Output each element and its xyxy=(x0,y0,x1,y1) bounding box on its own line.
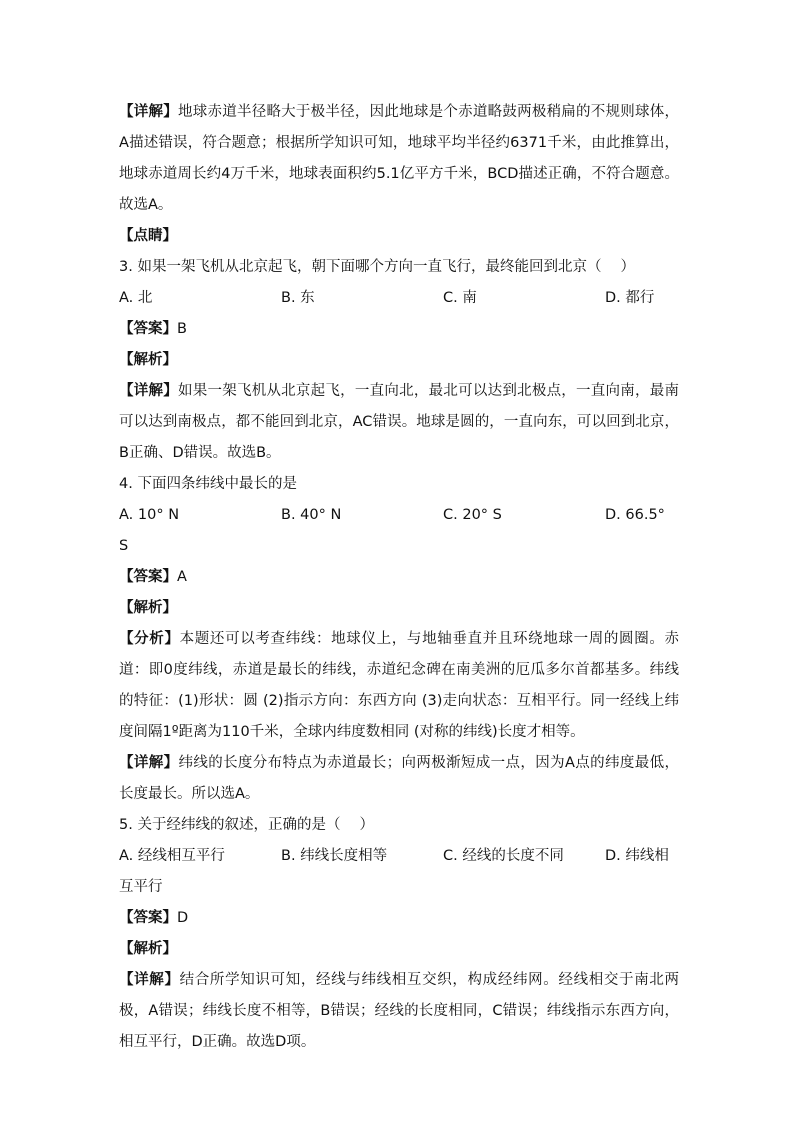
q3-detail-paragraph: 【详解】如果一架飞机从北京起飞，一直向北，最北可以达到北极点，一直向南，最南可以达到南极点，都不能回到北京，AC错误。地球是圆的，一直向东，可以回到北京，B正确、D错误。故选B。 xyxy=(119,383,680,461)
q5-option-b: B. 纬线长度相等 xyxy=(281,848,388,864)
q5-answer: 【答案】D xyxy=(119,910,189,926)
q4-option-wrap: S xyxy=(119,538,129,554)
q4-detail-paragraph: 【详解】纬线的长度分布特点为赤道最长；向两极渐短成一点，因为A点的纬度最低，长度最长。所以选A。 xyxy=(119,755,679,802)
q5-option-wrap: 互平行 xyxy=(119,879,163,895)
q5-option-d: D. 纬线相 xyxy=(605,848,669,864)
q3-option-b: B. 东 xyxy=(281,290,315,306)
q5-analysis-heading: 【解析】 xyxy=(119,941,177,957)
q4-option-b: B. 40° N xyxy=(281,507,342,523)
detail-paragraph-q2 xyxy=(119,97,679,221)
q5-option-c: C. 经线的长度不同 xyxy=(443,848,564,864)
detail-tag: 【详解】 xyxy=(119,104,178,120)
question-4-stem: 4. 下面四条纬线中最长的是 xyxy=(119,476,297,492)
q4-fenxi-paragraph: 【分析】本题还可以考查纬线：地球仪上，与地轴垂直并且环绕地球一周的圆圈。赤道：即0度纬线，赤道是最长的纬线，赤道纪念碑在南美洲的厄瓜多尔首都基多。纬线的特征：(1)形状：圆 (2)指示方向：东西方向 (3)走向状态：互相平行。同一经线上纬度间隔1º距离为110千米，全球内纬度数相同 (对称的纬线)长度才相等。 xyxy=(119,631,680,740)
q4-option-d: D. 66.5° xyxy=(605,507,665,523)
q5-detail-paragraph: 【详解】结合所学知识可知，经线与纬线相互交织，构成经纬网。经线相交于南北两极，A错误；纬线长度不相等，B错误；经线的长度相同，C错误；纬线指示东西方向，相互平行，D正确。故选D项。 xyxy=(119,972,680,1050)
q3-option-d: D. 都行 xyxy=(605,290,655,306)
q4-option-a: A. 10° N xyxy=(119,507,180,523)
q4-answer: 【答案】A xyxy=(119,569,187,585)
dianjing-heading: 【点睛】 xyxy=(119,228,177,244)
question-3-stem: 3. 如果一架飞机从北京起飞，朝下面哪个方向一直飞行，最终能回到北京（ ） xyxy=(119,259,636,275)
q3-option-a: A. 北 xyxy=(119,290,153,306)
question-3-options xyxy=(119,283,679,314)
q5-option-a: A. 经线相互平行 xyxy=(119,848,225,864)
document-page xyxy=(119,97,679,1058)
q3-answer: 【答案】B xyxy=(119,321,187,337)
question-4-options xyxy=(119,500,679,531)
detail-text: 地球赤道半径略大于极半径，因此地球是个赤道略鼓两极稍扁的不规则球体，A描述错误，符合题意；根据所学知识可知，地球平均半径约6371千米，由此推算出，地球赤道周长约4万千米，地球表面积约5.1亿平方千米，BCD描述正确，不符合题意。故选A。 xyxy=(119,104,680,213)
question-5-options xyxy=(119,841,679,872)
q4-analysis-heading: 【解析】 xyxy=(119,600,177,616)
q4-option-c: C. 20° S xyxy=(443,507,502,523)
q3-option-c: C. 南 xyxy=(443,290,477,306)
q3-analysis-heading: 【解析】 xyxy=(119,352,177,368)
question-5-stem: 5. 关于经纬线的叙述，正确的是（ ） xyxy=(119,817,375,833)
